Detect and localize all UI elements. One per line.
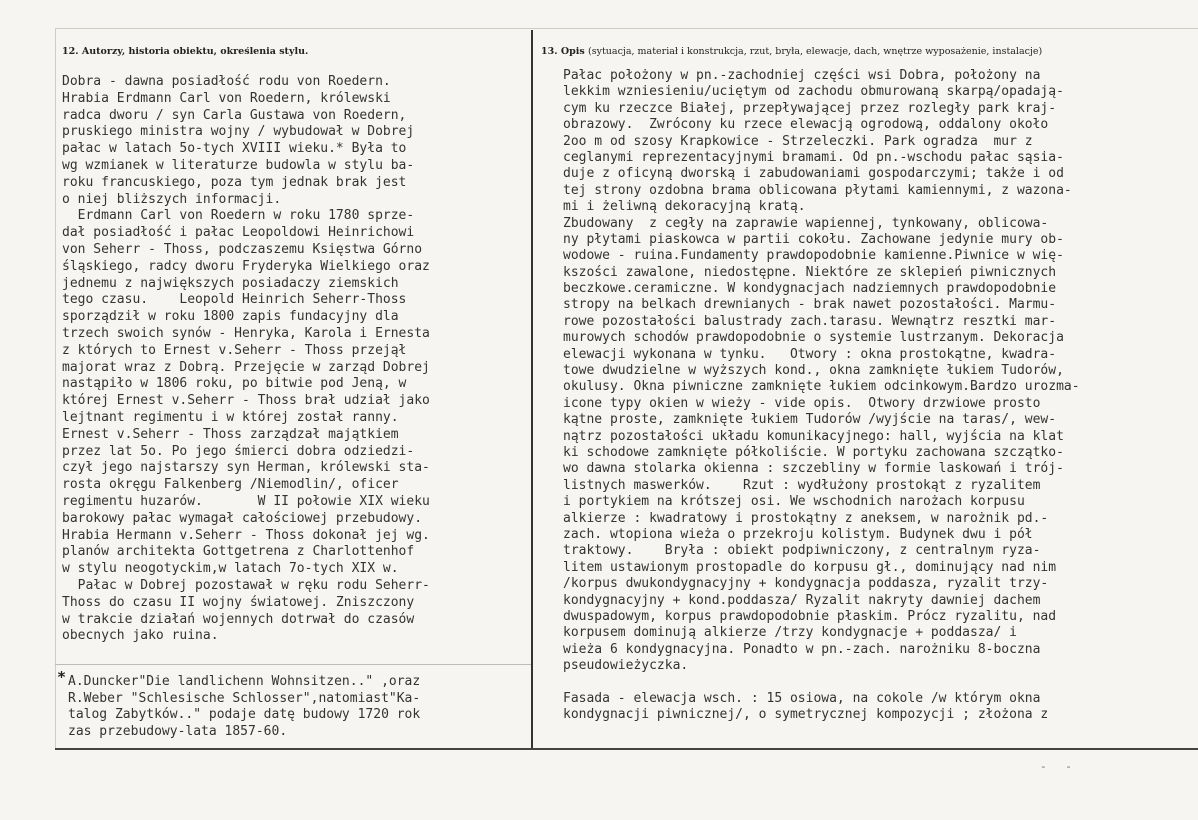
history-line: przez lat 5o. Po jego śmierci dobra odziedzi- (62, 443, 415, 459)
description-line: towe dwudzielne w wyższych kond., okna zamknięte łukiem Tudorów, (563, 363, 1064, 379)
history-line: planów architekta Gottgetrena z Charlottenhof (62, 544, 415, 560)
footnote-line: talog Zabytków.." podaje datę budowy 1720 rok (68, 707, 421, 723)
footnote-line: zas przebudowy-lata 1857-60. (68, 723, 288, 739)
description-line: alkierze : kwadratowy i prostokątny z aneksem, w narożnik pd.- (563, 510, 1049, 526)
description-line: wieża 6 kondygnacyjna. Ponadto w pn.-zach. narożniku 8-boczna (563, 641, 1041, 657)
history-line: Hrabia Hermann v.Seherr - Thoss dokonał jej wg. (62, 527, 430, 543)
footnote-mark: * (57, 668, 67, 686)
footnote-line: R.Weber "Schlesische Schlosser",natomiast"Ka- (68, 690, 421, 706)
history-line: z których to Ernest v.Seherr - Thoss przejął (62, 342, 407, 358)
footnote-text (68, 674, 420, 740)
description-line: Pałac położony w pn.-zachodniej części wsi Dobra, położony na (563, 68, 1041, 83)
history-line: sporządził w roku 1800 zapis fundacyjny dla (62, 309, 399, 325)
description-line: kątne proste, zamknięte łukiem Tudorów /wyjście na taras/, wew- (563, 412, 1057, 428)
description-line: lekkim wzniesieniu/uciętym od zachodu obmurowaną skarpą/opadają- (563, 84, 1064, 100)
description-line: Fasada - elewacja wsch. : 15 osiowa, na cokole /w którym okna (563, 690, 1041, 706)
description-line (563, 674, 1080, 690)
description-line: /korpus dwukondygnacyjny + kondygnacja poddasza, ryzalit trzy- (563, 576, 1049, 592)
description-line: wo dawna stolarka okienna : szczebliny w formie laskowań i trój- (563, 461, 1064, 477)
description-line: mi i żeliwną dekoracyjną kratą. (563, 199, 806, 215)
description-line: tej strony ozdobna brama oblicowana płytami kamiennymi, z wazona- (563, 182, 1072, 198)
description-line: kszości zawalone, niedostępne. Niektóre ze sklepień piwnicznych (563, 264, 1057, 280)
description-line: i portykiem na krótszej osi. We wschodnich narożach korpusu (563, 494, 1025, 510)
history-line: trzech swoich synów - Henryka, Karola i Ernesta (62, 325, 430, 341)
description-line: 2oo m od szosy Krapkowice - Strzeleczki. Park ogradza mur z (563, 133, 1033, 149)
description-text (563, 68, 1080, 724)
history-line: jednemu z największych posiadaczy ziemskich (62, 275, 399, 291)
left-edge-rule (55, 28, 56, 750)
description-line: Zbudowany z cegły na zaprawie wapiennej, tynkowany, oblicowa- (563, 215, 1049, 231)
description-line: obrazowy. Zwrócony ku rzece elewacją ogrodową, oddalony około (563, 117, 1049, 133)
history-line: Thoss do czasu II wojny światowej. Zniszczony (62, 594, 415, 610)
history-line: pruskiego ministra wojny / wybudował w Dobrej (62, 124, 415, 140)
description-line: stropy na belkach drewnianych - brak nawet pozostałości. Marmu- (563, 297, 1057, 313)
description-line: dwuspadowym, korpus prawdopodobnie płaskim. Prócz ryzalitu, nad (563, 608, 1057, 624)
description-line: ki schodowe zamknięte półkoliście. W portyku zachowana szczątko- (563, 444, 1064, 460)
description-line: ny płytami piaskowca w partii cokołu. Zachowane jedynie mury ob- (563, 231, 1064, 247)
description-line: okulusy. Okna piwniczne zamknięte łukiem odcinkowym.Bardzo urozma- (563, 379, 1080, 395)
description-line: rowe pozostałości balustrady zach.tarasu. Wewnątrz resztki mar- (563, 313, 1057, 329)
history-line: pałac w latach 5o-tych XVIII wieku.* Była to (62, 141, 407, 157)
history-line: barokowy pałac wymagał całościowej przebudowy. (62, 510, 423, 526)
history-line: von Seherr - Thoss, podczaszemu Księstwa Górno (62, 241, 423, 257)
description-line: pseudowieżyczka. (563, 658, 689, 674)
history-line: Pałac w Dobrej pozostawał w ręku rodu Seherr- (62, 577, 430, 593)
history-line: obecnych jako ruina. (62, 628, 219, 644)
history-line: rosta okręgu Falkenberg /Niemodlin/, oficer (62, 477, 399, 493)
history-line: o niej bliższych informacji. (62, 191, 282, 207)
history-line: Ernest v.Seherr - Thoss zarządzał majątkiem (62, 426, 399, 442)
history-line: nastąpiło w 1806 roku, po bitwie pod Jeną, w (62, 376, 407, 392)
history-line: czył jego najstarszy syn Herman, królewski sta- (62, 460, 430, 476)
history-line: wg wzmianek w literaturze budowla w stylu ba- (62, 157, 415, 173)
history-line: której Ernest v.Seherr - Thoss brał udział jako (62, 393, 430, 409)
description-line: duje z oficyną dworską i zabudowaniami gospodarczymi; także i od (563, 166, 1064, 182)
description-line: elewacji wykonana w tynku. Otwory : okna prostokątne, kwadra- (563, 346, 1057, 362)
column-divider (531, 30, 533, 750)
description-line: nątrz pozostałości układu komunikacyjnego: hall, wyjścia na klat (563, 428, 1064, 444)
description-line: traktowy. Bryła : obiekt podpiwniczony, z centralnym ryza- (563, 543, 1041, 559)
section-13-title: 13. Opis (541, 46, 585, 57)
history-line: majorat wraz z Dobrą. Przejęcie w zarząd Dobrej (62, 359, 430, 375)
description-line: icone typy okien w wieży - vide opis. Otwory drzwiowe prosto (563, 395, 1041, 411)
section-13-heading (541, 46, 1042, 57)
history-line: dał posiadłość i pałac Leopoldowi Heinrichowi (62, 225, 415, 241)
history-line: regimentu huzarów. W II połowie XIX wieku (62, 493, 430, 509)
history-text (62, 74, 430, 645)
description-line: murowych schodów prawdopodobnie o systemie lustrzanym. Dekoracja (563, 330, 1064, 346)
history-line: radca dworu / syn Carla Gustawa von Roedern, (62, 107, 407, 123)
history-line: Erdmann Carl von Roedern w roku 1780 sprze- (62, 208, 415, 224)
description-line: kondygnacji piwnicznej/, o symetrycznej kompozycji ; złożona z (563, 707, 1049, 723)
description-line: korpusem dominują alkierze /trzy kondygnacje + poddasza/ i (563, 625, 1017, 641)
description-line: kondygnacyjny + kond.poddasza/ Ryzalit nakryty dawniej dachem (563, 592, 1041, 608)
top-rule (55, 28, 1198, 29)
corner-marks: - - (1040, 760, 1078, 773)
description-line: zach. wtopiona wieża o przekroju kolistym. Budynek dwu i pół (563, 526, 1033, 542)
history-line: tego czasu. Leopold Heinrich Seherr-Thoss (62, 292, 407, 308)
history-line: w stylu neogotyckim,w latach 7o-tych XIX w. (62, 561, 399, 577)
footnote-line: A.Duncker"Die landlichenn Wohnsitzen.." ,oraz (68, 674, 421, 689)
description-line: litem ustawionym prostopadle do korpusu gł., dominujący nad nim (563, 559, 1057, 575)
section-13-subtitle: (sytuacja, materiał i konstrukcja, rzut, bryła, elewacje, dach, wnętrze wyposażenie, instalacje) (588, 46, 1043, 57)
history-line: śląskiego, radcy dworu Fryderyka Wielkiego oraz (62, 258, 430, 274)
description-line: ceglanymi reprezentacyjnymi bramami. Od pn.-wschodu pałac sąsia- (563, 149, 1064, 165)
description-line: wodowe - ruina.Fundamenty prawdopodobnie kamienne.Piwnice w wię- (563, 248, 1064, 264)
description-line: cym ku rzeczce Białej, przepływającej przez rozległy park kraj- (563, 100, 1057, 116)
history-line: lejtnant regimentu i w której został ranny. (62, 409, 399, 425)
history-line: w trakcie działań wojennych dotrwał do czasów (62, 611, 415, 627)
description-line: listnych maswerków. Rzut : wydłużony prostokąt z ryzalitem (563, 477, 1041, 493)
description-line: beczkowe.ceramiczne. W kondygnacjach nadziemnych prawdopodobnie (563, 281, 1057, 297)
history-line: Dobra - dawna posiadłość rodu von Roedern. (62, 74, 391, 89)
history-line: Hrabia Erdmann Carl von Roedern, królewski (62, 90, 391, 106)
section-12-heading: 12. Autorzy, historia obiektu, określenia stylu. (62, 46, 309, 57)
history-line: roku francuskiego, poza tym jednak brak jest (62, 174, 407, 190)
